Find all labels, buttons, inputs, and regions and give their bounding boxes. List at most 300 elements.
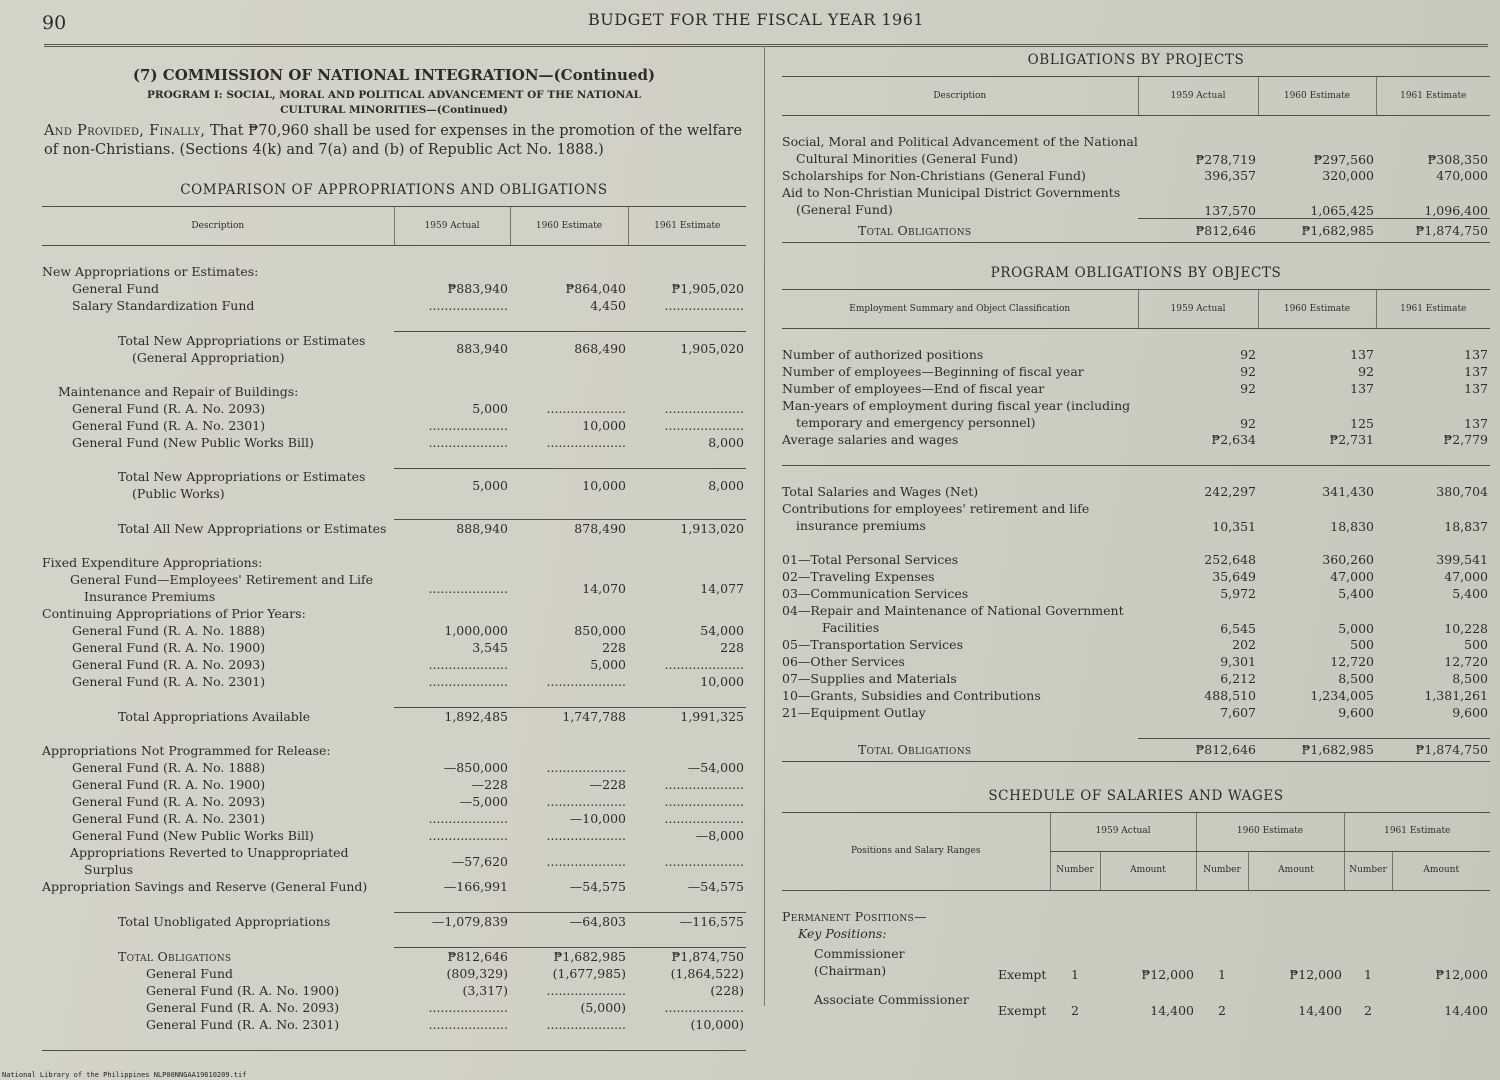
amount-cell: 6,545 — [1220, 621, 1256, 636]
amount-cell: 202 — [1232, 637, 1256, 652]
row-label: General Fund (R. A. No. 1900) — [72, 777, 266, 792]
table-row — [782, 551, 1490, 568]
amount-cell: ₱12,000 — [1141, 966, 1194, 982]
amount-cell: 228 — [720, 640, 744, 655]
amount-cell: 35,649 — [1212, 569, 1256, 584]
amount-cell: 5,000 — [394, 468, 510, 502]
row-label: General Fund (R. A. No. 2301) — [72, 674, 266, 689]
table-row — [42, 554, 746, 571]
header-rule — [44, 44, 1488, 47]
amount-cell: .................... — [664, 657, 744, 672]
table-row — [42, 999, 746, 1016]
row-label: General Fund (R. A. No. 1888) — [72, 623, 266, 638]
table-row — [42, 776, 746, 793]
table-row — [42, 332, 746, 366]
row-label: 03—Communication Services — [782, 586, 969, 601]
amount-cell: 5,000 — [590, 657, 626, 672]
table-row — [42, 982, 746, 999]
table-row — [42, 742, 746, 759]
amount-cell: 320,000 — [1322, 168, 1374, 183]
table-row — [42, 571, 746, 605]
amount-cell: —5,000 — [459, 794, 508, 809]
table-row — [42, 708, 746, 726]
amount-cell — [394, 742, 510, 759]
amount-cell: (228) — [710, 983, 744, 998]
table-row — [42, 605, 746, 622]
row-label: Scholarships for Non-Christians (General Fund) — [782, 168, 1086, 183]
program-heading-line-1: PROGRAM I: SOCIAL, MORAL AND POLITICAL ADVANCEMENT OF THE NATIONAL — [147, 89, 641, 101]
amount-cell: 137 — [1464, 416, 1488, 431]
row-label: 04—Repair and Maintenance of National Government Facilities — [782, 603, 1124, 635]
amount-cell: 1,991,325 — [628, 708, 746, 726]
amount-cell: 1,000,000 — [444, 623, 508, 638]
table-row — [782, 431, 1490, 448]
row-label: General Fund (New Public Works Bill) — [72, 828, 314, 843]
table-row — [42, 263, 746, 280]
amount-cell — [628, 263, 746, 280]
amount-cell: 1,234,005 — [1310, 688, 1374, 703]
row-label: 1 — [1071, 966, 1079, 982]
row-label: Total New Appropriations or Estimates (Public Works) — [118, 469, 366, 501]
amount-cell: 4,450 — [590, 298, 626, 313]
row-label: 10—Grants, Subsidies and Contributions — [782, 688, 1041, 703]
col-1960-estimate: 1960 Estimate — [1258, 77, 1376, 116]
amount-cell — [510, 383, 628, 400]
table-row — [782, 500, 1490, 534]
table-row — [42, 639, 746, 656]
row-label: Total Salaries and Wages (Net) — [782, 484, 979, 499]
amount-cell: —54,575 — [569, 879, 626, 894]
col-1960-estimate: 1960 Estimate — [510, 207, 628, 246]
amount-cell: .................... — [428, 811, 508, 826]
amount-cell: .................... — [664, 417, 744, 433]
col-1960-estimate: 1960 Estimate — [1258, 290, 1376, 329]
comparison-title: COMPARISON OF APPROPRIATIONS AND OBLIGATIONS — [180, 182, 608, 198]
row-label: Fixed Expenditure Appropriations: — [42, 555, 263, 570]
amount-cell: ₱1,682,985 — [1258, 218, 1376, 243]
amount-cell: 1,381,261 — [1424, 688, 1488, 703]
amount-cell: 10,000 — [700, 674, 744, 689]
table-row — [42, 878, 746, 895]
amount-cell: (5,000) — [580, 1000, 626, 1015]
col-1961-estimate: 1961 Estimate — [1376, 77, 1490, 116]
col-amount: Amount — [1100, 851, 1196, 890]
amount-cell: .................... — [546, 434, 626, 450]
amount-cell: .................... — [664, 853, 744, 869]
table-row — [42, 827, 746, 844]
amount-cell: ₱2,634 — [1211, 432, 1256, 447]
comparison-table — [42, 206, 746, 1051]
amount-cell: .................... — [664, 811, 744, 826]
table-row — [782, 218, 1490, 243]
amount-cell: —166,991 — [443, 879, 508, 894]
col-number: Number — [1196, 851, 1248, 890]
amount-cell: 92 — [1240, 416, 1256, 431]
table-row — [42, 948, 746, 966]
amount-cell: —54,000 — [687, 760, 744, 775]
row-label: 2 — [1218, 1002, 1226, 1018]
page-number: 90 — [42, 12, 67, 34]
col-description: Employment Summary and Object Classification — [782, 290, 1138, 329]
amount-cell: 1,096,400 — [1424, 202, 1488, 218]
amount-cell: —57,620 — [451, 853, 508, 869]
row-label: Appropriations Reverted to Unappropriated Surplus — [70, 845, 349, 877]
amount-cell: —10,000 — [569, 811, 626, 826]
amount-cell: ₱308,350 — [1427, 152, 1488, 167]
amount-cell: 883,940 — [394, 332, 510, 366]
row-label: Appropriation Savings and Reserve (General Fund) — [42, 879, 368, 894]
table-row — [782, 982, 1490, 1018]
row-label: General Fund (R. A. No. 2301) — [146, 1017, 340, 1032]
amount-cell: ₱1,682,985 — [510, 948, 628, 966]
table-row — [782, 483, 1490, 500]
amount-cell: .................... — [546, 983, 626, 998]
amount-cell: (1,677,985) — [552, 966, 626, 981]
amount-cell: 878,490 — [510, 520, 628, 538]
amount-cell: 9,600 — [1452, 705, 1488, 720]
projects-table — [782, 76, 1490, 243]
table-row — [42, 280, 746, 297]
amount-cell: ₱1,682,985 — [1258, 739, 1376, 762]
proviso-text: That ₱70,960 shall be used for expenses in the promotion of the welfare of non-Christians. (Sections 4(k) and 7(a) and (b) of Republic Act No. 1888.) — [44, 123, 743, 158]
amount-cell: .................... — [546, 400, 626, 416]
row-label: Associate Commissioner — [814, 992, 969, 1007]
amount-cell: 47,000 — [1330, 569, 1374, 584]
amount-cell: 380,704 — [1436, 484, 1488, 499]
row-label: 07—Supplies and Materials — [782, 671, 957, 686]
table-row — [782, 397, 1490, 431]
table-row — [42, 844, 746, 878]
row-label: General Fund — [146, 966, 234, 981]
amount-cell: 470,000 — [1436, 168, 1488, 183]
row-label: Total All New Appropriations or Estimates — [118, 520, 387, 536]
row-label: Number of employees—Beginning of fiscal year — [782, 364, 1084, 379]
amount-cell: .................... — [664, 298, 744, 313]
table-row — [782, 670, 1490, 687]
col-1959-actual: 1959 Actual — [1138, 290, 1258, 329]
amount-cell: .................... — [428, 417, 508, 433]
table-row — [42, 810, 746, 827]
left-column — [42, 66, 746, 1051]
amount-cell: ₱2,779 — [1443, 432, 1488, 447]
table-row — [782, 687, 1490, 704]
row-label: Average salaries and wages — [782, 432, 959, 447]
col-1960-estimate: 1960 Estimate — [1196, 812, 1344, 851]
row-label: Appropriations Not Programmed for Release: — [42, 743, 331, 758]
amount-cell: —54,575 — [687, 879, 744, 894]
row-label: Man-years of employment during fiscal year (including temporary and emergency personnel) — [782, 398, 1131, 430]
amount-cell: .................... — [546, 853, 626, 869]
table-row — [782, 602, 1490, 636]
table-row — [782, 346, 1490, 363]
amount-cell: 14,400 — [1444, 1002, 1488, 1018]
amount-cell: .................... — [664, 1000, 744, 1015]
row-label: Continuing Appropriations of Prior Years: — [42, 606, 306, 621]
table-row — [42, 383, 746, 400]
amount-cell: .................... — [428, 298, 508, 313]
amount-cell: 137,570 — [1204, 202, 1256, 218]
col-1961-estimate: 1961 Estimate — [628, 207, 746, 246]
table-row — [42, 400, 746, 417]
amount-cell — [510, 742, 628, 759]
amount-cell: 8,000 — [628, 468, 746, 502]
salaries-title: SCHEDULE OF SALARIES AND WAGES — [988, 787, 1284, 804]
amount-cell — [628, 554, 746, 571]
amount-cell: 14,400 — [1150, 1002, 1194, 1018]
proviso-paragraph — [44, 122, 746, 160]
amount-cell: 137 — [1350, 381, 1374, 396]
table-row — [782, 585, 1490, 602]
proviso-lead: And Provided, Finally, — [44, 123, 206, 139]
amount-cell: ₱1,905,020 — [671, 281, 744, 296]
amount-cell — [394, 605, 510, 622]
amount-cell: 850,000 — [574, 623, 626, 638]
amount-cell: 1,913,020 — [628, 520, 746, 538]
agency-heading: (7) COMMISSION OF NATIONAL INTEGRATION—(Continued) — [132, 66, 656, 84]
col-1961-estimate: 1961 Estimate — [1376, 290, 1490, 329]
amount-cell: ₱812,646 — [1138, 739, 1258, 762]
amount-cell: ₱297,560 — [1313, 152, 1374, 167]
amount-cell: 92 — [1240, 364, 1256, 379]
amount-cell: 47,000 — [1444, 569, 1488, 584]
row-label: General Fund (R. A. No. 1900) — [146, 983, 340, 998]
amount-cell: 9,600 — [1338, 705, 1374, 720]
row-label: Exempt — [998, 966, 1047, 982]
row-label: Total New Appropriations or Estimates (General Appropriation) — [118, 332, 366, 365]
amount-cell: 18,837 — [1444, 519, 1488, 534]
amount-cell — [394, 383, 510, 400]
amount-cell: 12,720 — [1330, 654, 1374, 669]
row-label: Aid to Non-Christian Municipal District Governments (General Fund) — [782, 185, 1121, 217]
table-row — [782, 184, 1490, 218]
row-label: Total Obligations — [118, 948, 232, 964]
amount-cell: 1,892,485 — [394, 708, 510, 726]
amount-cell: 5,000 — [472, 400, 508, 416]
row-label: 1 — [1218, 966, 1226, 982]
salary-subgroup — [782, 925, 1490, 942]
table-row — [42, 434, 746, 451]
column-divider — [764, 46, 765, 1006]
amount-cell: ₱278,719 — [1195, 152, 1256, 167]
amount-cell: 1,905,020 — [628, 332, 746, 366]
amount-cell: ₱2,731 — [1329, 432, 1374, 447]
col-amount: Amount — [1248, 851, 1344, 890]
amount-cell: ₱1,874,750 — [1376, 739, 1490, 762]
table-row — [42, 965, 746, 982]
row-label: 02—Traveling Expenses — [782, 569, 935, 584]
amount-cell: 500 — [1350, 637, 1374, 652]
row-label: 01—Total Personal Services — [782, 552, 959, 567]
objects-table — [782, 289, 1490, 762]
table-row — [42, 622, 746, 639]
row-label: General Fund (R. A. No. 2093) — [72, 794, 266, 809]
col-description: Description — [782, 77, 1138, 116]
row-label: General Fund (R. A. No. 1900) — [72, 640, 266, 655]
amount-cell: .................... — [428, 580, 508, 596]
amount-cell: ₱883,940 — [447, 281, 508, 296]
col-1959-actual: 1959 Actual — [1138, 77, 1258, 116]
amount-cell: —116,575 — [628, 913, 746, 931]
right-column — [782, 52, 1490, 1018]
row-label: Total Unobligated Appropriations — [118, 913, 331, 929]
amount-cell: 14,070 — [582, 580, 626, 596]
amount-cell: 242,297 — [1204, 484, 1256, 499]
amount-cell: 12,720 — [1444, 654, 1488, 669]
row-label: General Fund—Employees' Retirement and Life Insurance Premiums — [70, 572, 373, 604]
program-heading-line-2: CULTURAL MINORITIES—(Continued) — [280, 104, 508, 116]
amount-cell: ₱1,874,750 — [1376, 218, 1490, 243]
amount-cell — [510, 605, 628, 622]
amount-cell: 8,500 — [1338, 671, 1374, 686]
col-number: Number — [1344, 851, 1392, 890]
row-label: General Fund (R. A. No. 1888) — [72, 760, 266, 775]
table-row — [782, 167, 1490, 184]
amount-cell: 8,500 — [1452, 671, 1488, 686]
amount-cell: 5,000 — [1338, 621, 1374, 636]
amount-cell: (3,317) — [462, 983, 508, 998]
row-label: General Fund (R. A. No. 2301) — [72, 811, 266, 826]
amount-cell: 10,351 — [1212, 519, 1256, 534]
amount-cell: 1,065,425 — [1310, 202, 1374, 218]
row-label: General Fund (R. A. No. 2093) — [72, 657, 266, 672]
amount-cell: .................... — [664, 777, 744, 792]
row-label: 05—Transportation Services — [782, 637, 963, 652]
row-label: 21—Equipment Outlay — [782, 705, 926, 720]
amount-cell: 137 — [1464, 364, 1488, 379]
program-heading — [42, 88, 746, 118]
amount-cell: —850,000 — [443, 760, 508, 775]
table-row — [42, 417, 746, 434]
row-label: 2 — [1071, 1002, 1079, 1018]
table-row — [782, 942, 1490, 982]
table-row — [782, 380, 1490, 397]
amount-cell: 6,212 — [1220, 671, 1256, 686]
amount-cell: 137 — [1350, 347, 1374, 362]
amount-cell: 125 — [1350, 416, 1374, 431]
amount-cell: 137 — [1464, 381, 1488, 396]
salaries-table — [782, 812, 1490, 1018]
amount-cell: (10,000) — [690, 1017, 744, 1032]
amount-cell: ₱12,000 — [1289, 966, 1342, 982]
col-amount: Amount — [1392, 851, 1490, 890]
col-1959-actual: 1959 Actual — [1050, 812, 1196, 851]
amount-cell: .................... — [428, 1017, 508, 1032]
amount-cell: (1,864,522) — [670, 966, 744, 981]
amount-cell: —228 — [589, 777, 626, 792]
row-label: Number of employees—End of fiscal year — [782, 381, 1045, 396]
row-label: New Appropriations or Estimates: — [42, 264, 259, 279]
table-row — [782, 568, 1490, 585]
amount-cell: .................... — [546, 1017, 626, 1032]
amount-cell: 488,510 — [1204, 688, 1256, 703]
table-row — [42, 759, 746, 776]
table-row — [42, 913, 746, 931]
table-row — [42, 793, 746, 810]
col-description: Description — [42, 207, 394, 246]
amount-cell: .................... — [428, 434, 508, 450]
amount-cell: 228 — [602, 640, 626, 655]
row-label: Social, Moral and Political Advancement of the National Cultural Minorities (General Fund) — [782, 134, 1138, 166]
amount-cell: .................... — [428, 1000, 508, 1015]
row-label: Commissioner (Chairman) — [814, 945, 905, 978]
amount-cell: .................... — [664, 400, 744, 416]
row-label: Salary Standardization Fund — [72, 298, 255, 313]
col-1961-estimate: 1961 Estimate — [1344, 812, 1490, 851]
amount-cell: 92 — [1358, 364, 1374, 379]
amount-cell: 888,940 — [394, 520, 510, 538]
amount-cell: —228 — [471, 777, 508, 792]
row-label: Exempt — [998, 1002, 1047, 1018]
amount-cell: 54,000 — [700, 623, 744, 638]
amount-cell: .................... — [546, 674, 626, 689]
objects-title: PROGRAM OBLIGATIONS BY OBJECTS — [990, 265, 1282, 281]
table-row — [782, 133, 1490, 167]
col-1959-actual: 1959 Actual — [394, 207, 510, 246]
amount-cell: 92 — [1240, 381, 1256, 396]
table-row — [42, 297, 746, 314]
amount-cell: 18,830 — [1330, 519, 1374, 534]
amount-cell: .................... — [664, 794, 744, 809]
table-row — [42, 673, 746, 690]
amount-cell: 360,260 — [1322, 552, 1374, 567]
row-label: 2 — [1364, 1002, 1372, 1018]
amount-cell: 5,400 — [1338, 586, 1374, 601]
amount-cell: 3,545 — [472, 640, 508, 655]
amount-cell: 252,648 — [1204, 552, 1256, 567]
amount-cell: 5,972 — [1220, 586, 1256, 601]
amount-cell — [510, 263, 628, 280]
col-positions: Positions and Salary Ranges — [782, 812, 1050, 890]
scan-footer: National Library of the Philippines NLP00NNGAA19610209.tif — [2, 1071, 247, 1079]
amount-cell: —8,000 — [695, 828, 744, 843]
amount-cell: 1,747,788 — [510, 708, 628, 726]
table-row — [42, 468, 746, 502]
row-label: Total Appropriations Available — [118, 708, 311, 724]
row-label: 06—Other Services — [782, 654, 905, 669]
amount-cell: .................... — [546, 794, 626, 809]
row-label: Number of authorized positions — [782, 347, 984, 362]
amount-cell: 10,000 — [510, 468, 628, 502]
table-row — [782, 363, 1490, 380]
amount-cell — [628, 383, 746, 400]
amount-cell — [394, 554, 510, 571]
row-label: General Fund (R. A. No. 2093) — [72, 400, 266, 416]
amount-cell: —64,803 — [510, 913, 628, 931]
amount-cell — [510, 554, 628, 571]
amount-cell: 396,357 — [1204, 168, 1256, 183]
amount-cell: 7,607 — [1220, 705, 1256, 720]
table-row — [782, 704, 1490, 721]
amount-cell: —1,079,839 — [394, 913, 510, 931]
table-row — [42, 656, 746, 673]
row-label: General Fund (R. A. No. 2301) — [72, 417, 266, 433]
row-label: General Fund — [72, 281, 160, 296]
amount-cell: ₱864,040 — [565, 281, 626, 296]
amount-cell: 399,541 — [1436, 552, 1488, 567]
amount-cell: 8,000 — [708, 434, 744, 450]
row-label: 1 — [1364, 966, 1372, 982]
amount-cell: 9,301 — [1220, 654, 1256, 669]
salary-group — [782, 908, 1490, 925]
amount-cell: 341,430 — [1322, 484, 1374, 499]
amount-cell: .................... — [546, 760, 626, 775]
projects-title: OBLIGATIONS BY PROJECTS — [1027, 52, 1245, 68]
amount-cell: 868,490 — [510, 332, 628, 366]
col-number: Number — [1050, 851, 1100, 890]
amount-cell: ₱1,874,750 — [628, 948, 746, 966]
amount-cell: ₱812,646 — [1138, 218, 1258, 243]
amount-cell: 92 — [1240, 347, 1256, 362]
